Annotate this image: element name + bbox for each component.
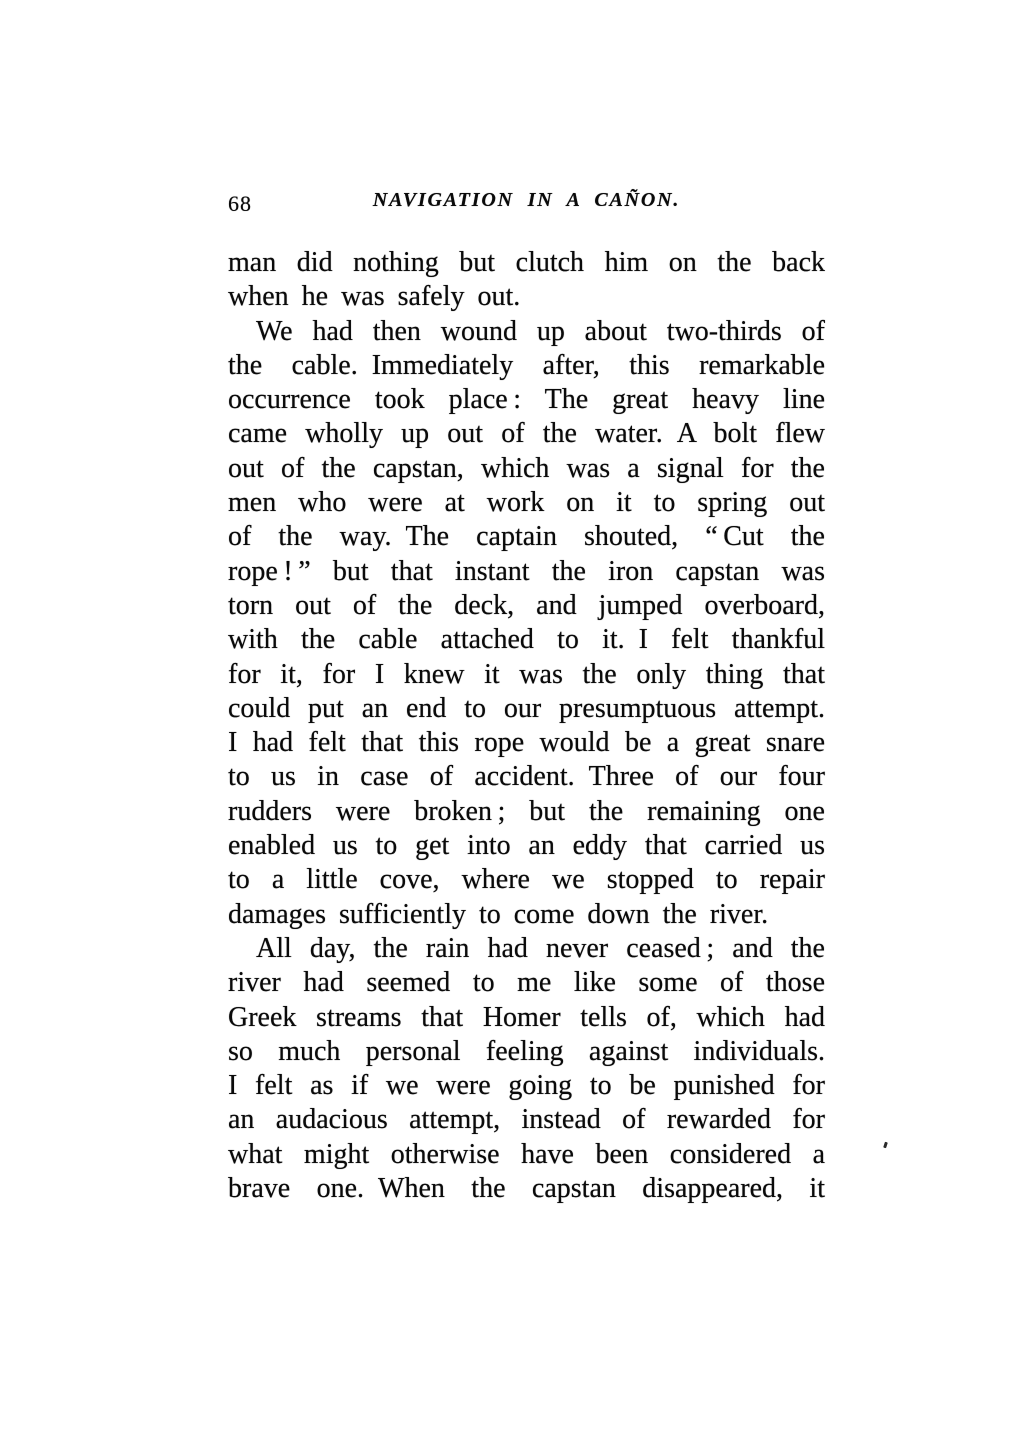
text-line: to us in case of accident. Three of our four bbox=[228, 761, 825, 793]
text-line: could put an end to our presumptuous attempt. bbox=[228, 692, 825, 724]
page-number: 68 bbox=[228, 191, 252, 216]
text-line: the cable. Immediately after, this remarkable bbox=[228, 349, 825, 381]
text-line: brave one. When the capstan disappeared, it bbox=[228, 1173, 825, 1205]
text-line: river had seemed to me like some of those bbox=[228, 967, 825, 999]
text-line: We had then wound up about two-thirds of bbox=[256, 315, 825, 347]
text-line: an audacious attempt, instead of rewarded for bbox=[228, 1104, 825, 1136]
text-line: when he was safely out. bbox=[228, 281, 521, 313]
text-line: rope ! ” but that instant the iron capstan was bbox=[228, 555, 825, 587]
text-line: Greek streams that Homer tells of, which had bbox=[228, 1001, 825, 1033]
text-line: of the way. The captain shouted, “ Cut the bbox=[228, 521, 825, 553]
text-line: I had felt that this rope would be a great snare bbox=[228, 727, 825, 759]
text-line: enabled us to get into an eddy that carried us bbox=[228, 830, 825, 862]
text-line: what might otherwise have been considered a bbox=[228, 1138, 825, 1170]
text-line: for it, for I knew it was the only thing that bbox=[228, 658, 825, 690]
text-line: man did nothing but clutch him on the back bbox=[228, 247, 825, 278]
text-line: to a little cove, where we stopped to repair bbox=[228, 864, 825, 896]
text-line: I felt as if we were going to be punished for bbox=[228, 1070, 825, 1102]
text-line: came wholly up out of the water. A bolt flew bbox=[228, 418, 825, 450]
text-line: damages sufficiently to come down the river. bbox=[228, 898, 769, 930]
body-text bbox=[228, 246, 825, 1206]
text-line: men who were at work on it to spring out bbox=[228, 487, 825, 519]
text-line: torn out of the deck, and jumped overboard, bbox=[228, 589, 825, 621]
text-line: occurrence took place : The great heavy line bbox=[228, 384, 825, 416]
text-line: with the cable attached to it. I felt thankful bbox=[228, 624, 825, 656]
scan-speck bbox=[883, 1142, 888, 1149]
text-line: All day, the rain had never ceased ; and the bbox=[256, 932, 825, 964]
text-line: rudders were broken ; but the remaining one bbox=[228, 795, 825, 827]
text-line: so much personal feeling against individuals. bbox=[228, 1035, 825, 1067]
text-line: out of the capstan, which was a signal for the bbox=[228, 452, 825, 484]
page-header bbox=[228, 189, 825, 217]
running-header: NAVIGATION IN A CAÑON. bbox=[372, 189, 681, 211]
